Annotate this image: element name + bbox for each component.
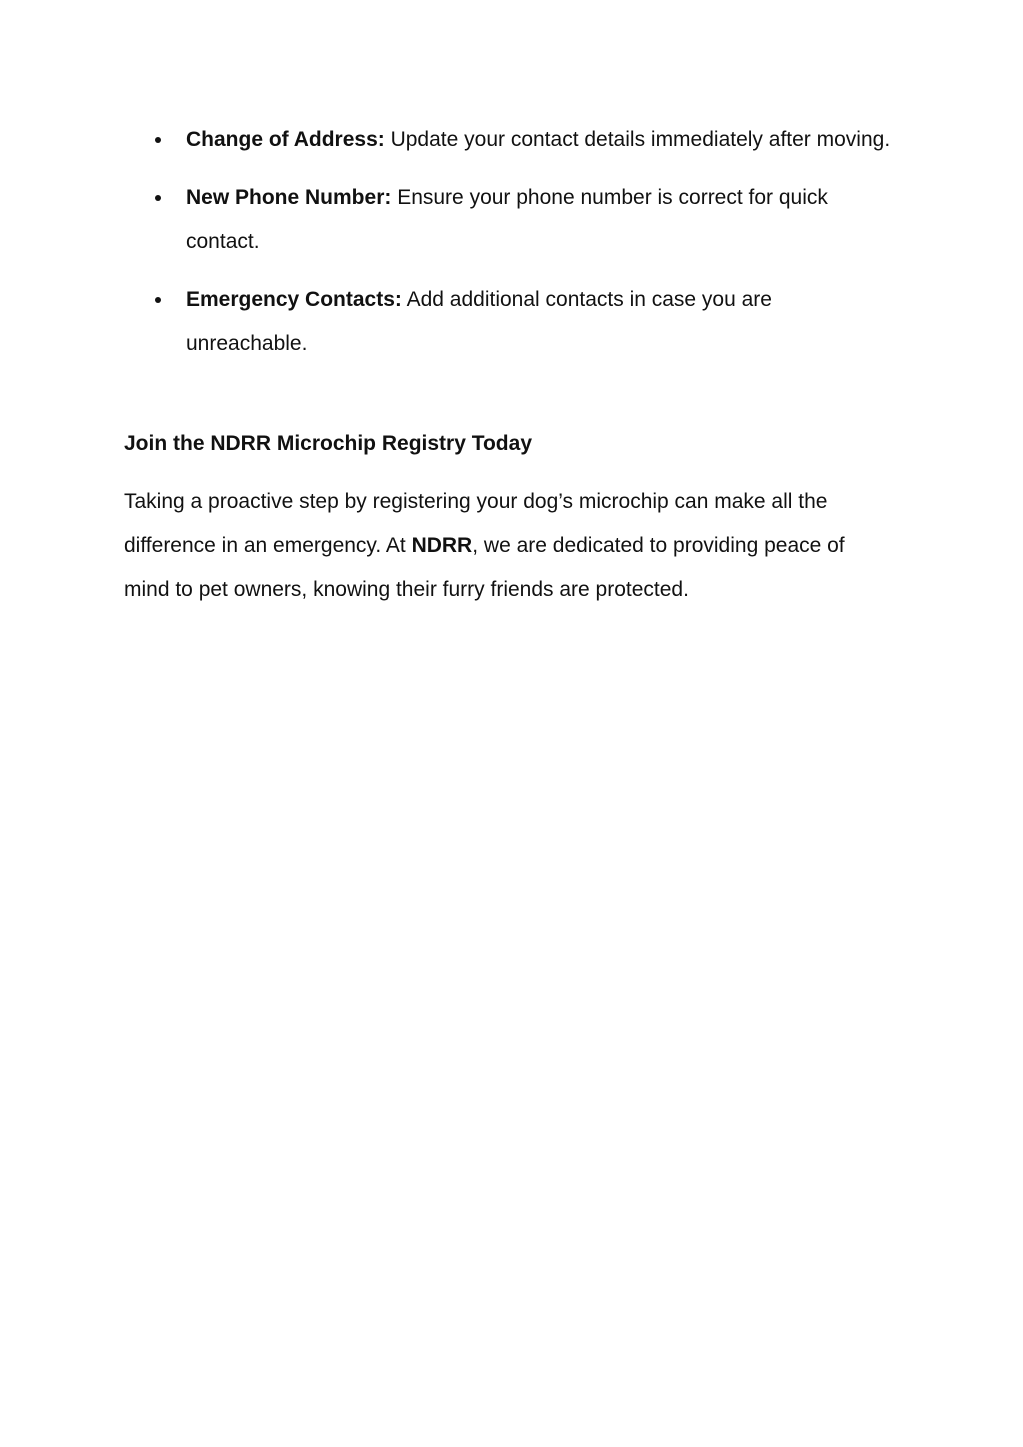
list-item-change-of-address: [124, 118, 894, 162]
paragraph-text-after: , we are dedicated to providing peace of mind to pet owners, knowing their furry friends are protected.: [124, 534, 845, 601]
bullet-icon: [155, 137, 161, 143]
brand-name: NDRR: [411, 534, 473, 557]
bullet-icon: [155, 297, 161, 303]
bullet-label: Change of Address:: [186, 128, 385, 151]
section-heading: Join the NDRR Microchip Registry Today: [124, 432, 532, 455]
bullet-icon: [155, 195, 161, 201]
list-item-new-phone-number: [124, 176, 894, 264]
bullet-text: Ensure your phone number is correct for quick contact.: [186, 186, 828, 253]
body-paragraph: [124, 480, 894, 612]
update-info-list: [124, 118, 894, 380]
bullet-label: New Phone Number:: [186, 186, 392, 209]
list-item-emergency-contacts: [124, 278, 894, 366]
paragraph-text-before: Taking a proactive step by registering your dog’s microchip can make all the difference in an emergency. At: [124, 490, 828, 557]
bullet-text: Update your contact details immediately after moving.: [384, 128, 891, 151]
bullet-text: Add additional contacts in case you are unreachable.: [186, 288, 772, 355]
bullet-label: Emergency Contacts:: [186, 288, 402, 311]
